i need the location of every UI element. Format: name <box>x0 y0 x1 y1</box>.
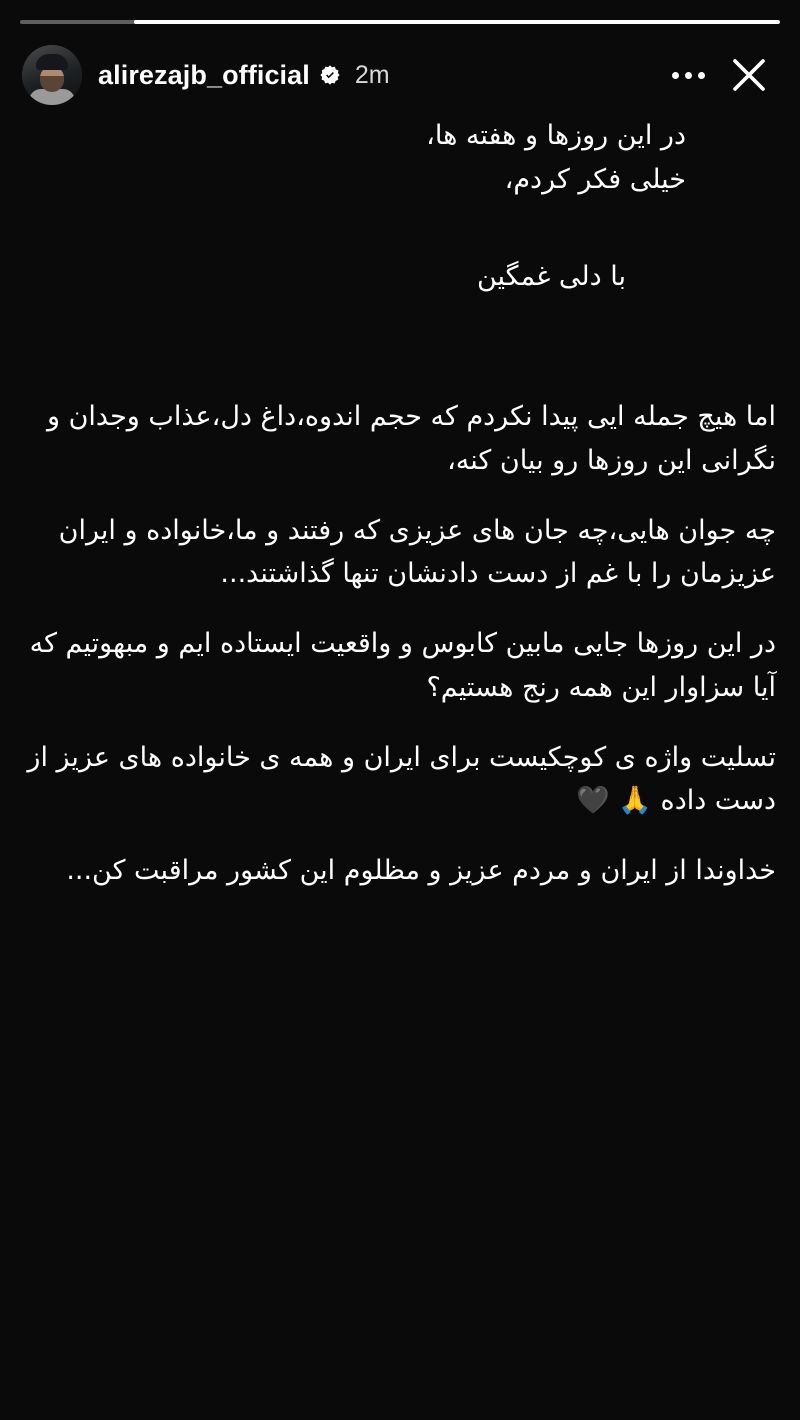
story-text-content <box>0 108 800 893</box>
more-dot <box>672 72 679 79</box>
more-dot <box>698 72 705 79</box>
more-dot <box>685 72 692 79</box>
story-progress-bar <box>20 20 780 24</box>
story-paragraph-3: در این روزها جایی مابین کابوس و واقعیت ایستاده ایم و مبهوتیم که آیا سزاوار این همه رنج هستیم؟ <box>21 628 776 703</box>
story-line-3: با دلی غمگین <box>476 261 626 293</box>
spacer <box>24 299 776 395</box>
story-paragraph-2: چه جوان هایی،چه جان های عزیزی که رفتند و ما،خانواده و ایران عزیزمان را با غم از دست دادنشان تنها گذاشتند... <box>50 514 776 590</box>
avatar[interactable] <box>22 45 82 105</box>
story-progress-fill <box>134 20 780 24</box>
spacer <box>24 710 776 736</box>
story-line-2: خیلی فکر کردم، <box>504 163 686 195</box>
story-header <box>0 38 800 112</box>
spacer <box>24 201 776 255</box>
timestamp-label: 2m <box>354 60 390 89</box>
story-line-1: در این روزها و هفته ها، <box>426 120 686 151</box>
close-icon[interactable] <box>722 48 776 102</box>
story-paragraph-1: اما هیچ جمله ایی پیدا نکردم که حجم اندوه،داغ دل،عذاب وجدان و نگرانی این روزها رو بیان کنه، <box>38 401 776 476</box>
spacer <box>24 823 776 849</box>
spacer <box>24 483 776 509</box>
username-label[interactable]: alirezajb_official <box>98 59 310 90</box>
more-options-icon[interactable] <box>666 53 710 97</box>
story-paragraph-5: خداوندا از ایران و مردم عزیز و مظلوم این کشور مراقبت کن... <box>66 855 776 887</box>
story-paragraph-4: تسلیت واژه ی کوچکیست برای ایران و همه ی خانواده های عزیز از دست داده 🙏 🖤 <box>18 741 776 817</box>
verified-badge-icon <box>319 64 341 86</box>
spacer <box>24 596 776 622</box>
avatar-cap <box>36 54 68 70</box>
